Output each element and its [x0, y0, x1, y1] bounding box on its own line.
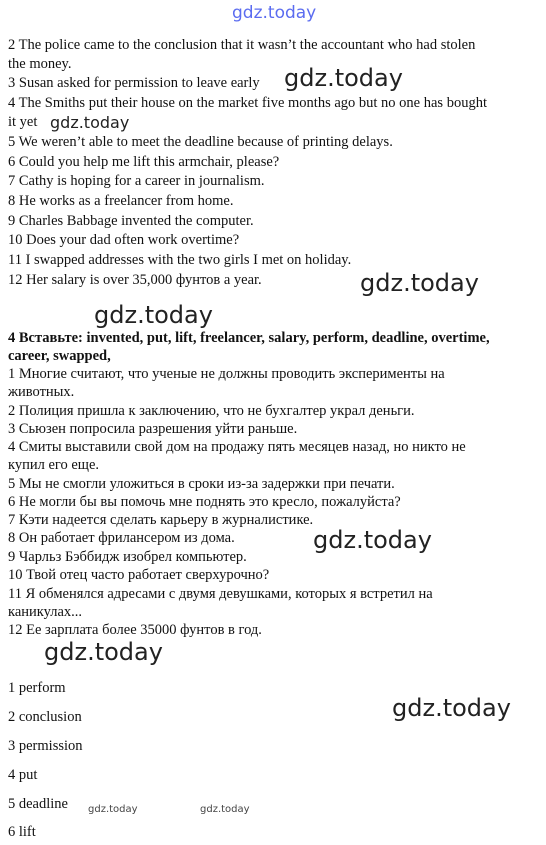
answer-item: 3 permission	[8, 738, 83, 754]
sentence-line: 11 I swapped addresses with the two girls I met on holiday.	[8, 252, 352, 268]
watermark: gdz.today	[200, 804, 250, 815]
sentence-line: 11 Я обменялся адресами с двумя девушками, которых я встретил на	[8, 586, 433, 602]
answer-item: 1 perform	[8, 680, 66, 696]
watermark: gdz.today	[94, 301, 213, 329]
sentence-line: 8 He works as a freelancer from home.	[8, 193, 234, 209]
task-heading-line: career, swapped,	[8, 348, 111, 364]
sentence-line: каникулах...	[8, 604, 83, 620]
watermark-top: gdz.today	[232, 3, 317, 23]
answer-item: 2 conclusion	[8, 709, 82, 725]
sentence-line: 5 We weren’t able to meet the deadline because of printing delays.	[8, 134, 393, 150]
sentence-line: животных.	[8, 384, 75, 400]
watermark: gdz.today	[360, 269, 479, 297]
watermark: gdz.today	[88, 804, 138, 815]
sentence-line: 12 Her salary is over 35,000 фунтов a year.	[8, 272, 262, 288]
sentence-line: 5 Мы не смогли уложиться в сроки из-за задержки при печати.	[8, 476, 395, 492]
answer-item: 4 put	[8, 767, 38, 783]
sentence-line: 8 Он работает фрилансером из дома.	[8, 530, 235, 546]
sentence-line: 6 Не могли бы вы помочь мне поднять это кресло, пожалуйста?	[8, 494, 401, 510]
sentence-line: 2 Полиция пришла к заключению, что не бухгалтер украл деньги.	[8, 403, 415, 419]
sentence-line: it yet	[8, 114, 38, 130]
sentence-line: 4 The Smiths put their house on the market five months ago but no one has bought	[8, 95, 487, 111]
answer-item: 5 deadline	[8, 796, 68, 812]
sentence-line: 12 Ее зарплата более 35000 фунтов в год.	[8, 622, 262, 638]
sentence-line: 1 Многие считают, что ученые не должны проводить эксперименты на	[8, 366, 445, 382]
sentence-line: купил его еще.	[8, 457, 100, 473]
watermark: gdz.today	[313, 526, 432, 554]
watermark: gdz.today	[44, 638, 163, 666]
sentence-line: 7 Кэти надеется сделать карьеру в журналистике.	[8, 512, 314, 528]
sentence-line: 6 Could you help me lift this armchair, please?	[8, 154, 280, 170]
sentence-line: 10 Твой отец часто работает сверхурочно?	[8, 567, 270, 583]
sentence-line: 3 Сьюзен попросила разрешения уйти раньше.	[8, 421, 298, 437]
watermark: gdz.today	[392, 694, 511, 722]
task-heading-line: 4 Вставьте: invented, put, lift, freelancer, salary, perform, deadline, overtime,	[8, 330, 490, 346]
watermark: gdz.today	[50, 113, 130, 132]
watermark: gdz.today	[284, 64, 403, 92]
sentence-line: 2 The police came to the conclusion that it wasn’t the accountant who had stolen	[8, 37, 476, 53]
sentence-line: 7 Cathy is hoping for a career in journalism.	[8, 173, 265, 189]
sentence-line: 9 Чарльз Бэббидж изобрел компьютер.	[8, 549, 247, 565]
sentence-line: 4 Смиты выставили свой дом на продажу пять месяцев назад, но никто не	[8, 439, 466, 455]
sentence-line: 9 Charles Babbage invented the computer.	[8, 213, 254, 229]
sentence-line: 10 Does your dad often work overtime?	[8, 232, 240, 248]
sentence-line: the money.	[8, 56, 72, 72]
answer-item: 6 lift	[8, 824, 36, 840]
sentence-line: 3 Susan asked for permission to leave early	[8, 75, 260, 91]
